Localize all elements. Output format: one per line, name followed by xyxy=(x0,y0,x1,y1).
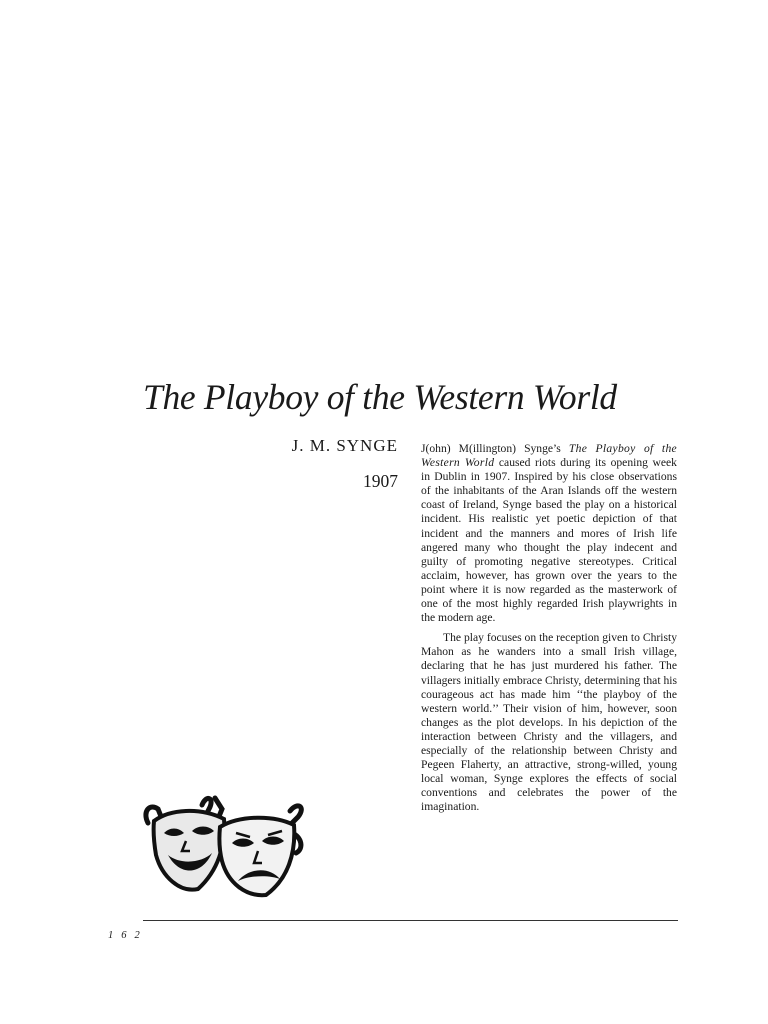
publication-year: 1907 xyxy=(363,471,398,491)
intro-paragraph-2: The play focuses on the reception given to Christy Mahon as he wanders into a small Irish village, declaring that he has just murdered his father. The villagers initially embrace Christy, determining that his courageous act has made him ‘‘the playboy of the western world.’’ Their vision of him, however, soon changes as the plot develops. In his depiction of the interaction between Christy and the villagers, and especially of the relationship between Christy and Pegeen Flaherty, an attractive, strong-willed, young local woman, Synge explores the effects of social conventions and celebrates the power of the imagination. xyxy=(421,631,677,814)
theatre-masks-icon xyxy=(140,793,312,899)
footer-rule xyxy=(143,920,678,921)
author-name: J. M. SYNGE xyxy=(291,436,398,455)
introduction-text xyxy=(421,442,677,814)
paragraph-1-rest: caused riots during its opening week in Dublin in 1907. Inspired by his close observations of the inhabitants of the Aran Islands off the western coast of Ireland, Synge based the play on a historical incident. His realistic yet poetic depiction of that incident and the manners and mores of Irish life angered many who thought the play indecent and guilty of promoting negative stereotypes. Critical acclaim, however, has grown over the years to the point where it is now regarded as the masterwork of one of the most highly regarded Irish playwrights in the modern age. xyxy=(421,456,677,625)
play-title: The Playboy of the Western World xyxy=(143,377,617,417)
work-title-italic: The Playboy of the Western World xyxy=(421,442,677,470)
paragraph-1-lead: J(ohn) M(illington) Synge’s xyxy=(421,442,569,455)
intro-paragraph-1 xyxy=(421,442,677,625)
page-number: 162 xyxy=(108,930,148,941)
